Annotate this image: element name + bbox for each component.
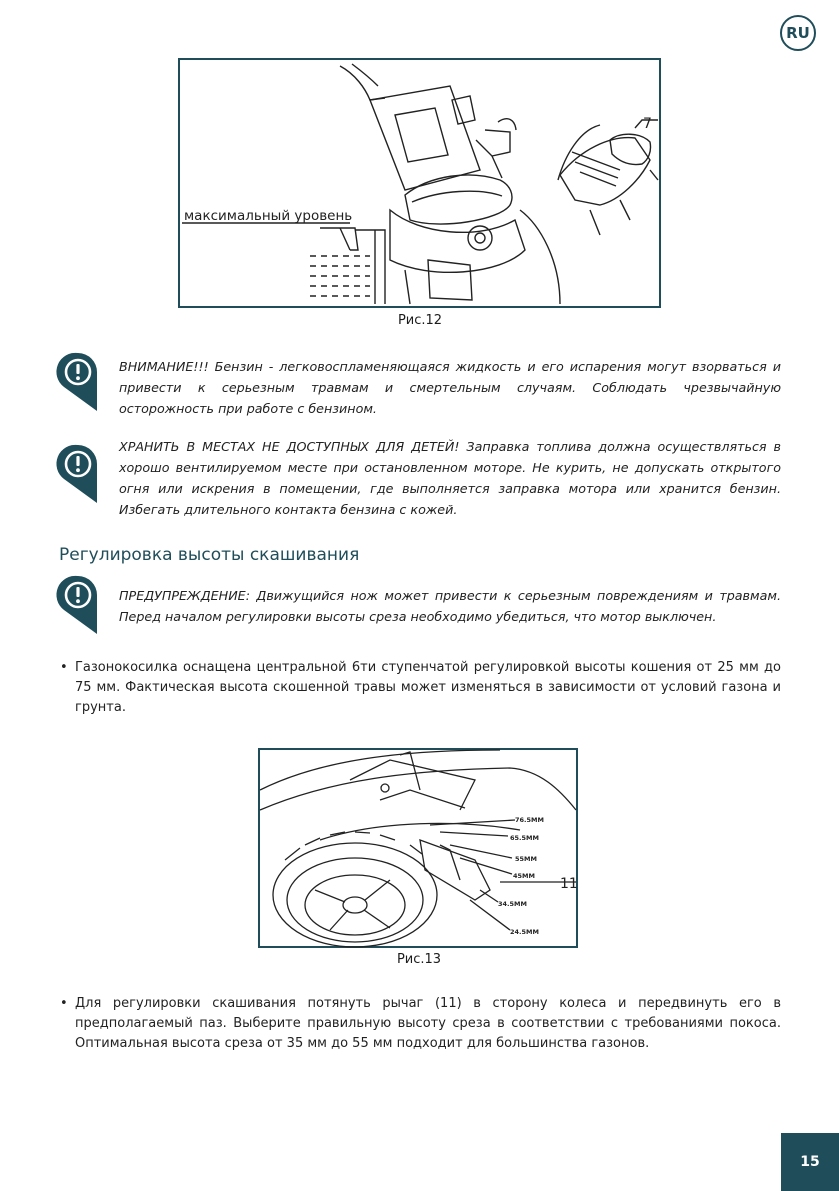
bullet-marker: • xyxy=(60,660,68,675)
warning-icon-1 xyxy=(58,352,98,412)
height-label-4: 45MM xyxy=(513,872,535,880)
height-label-6: 24.5MM xyxy=(510,928,539,936)
figure-12-callout: 7 xyxy=(643,116,652,132)
fuel-refill-illustration xyxy=(180,60,659,306)
page-number: 15 xyxy=(781,1133,839,1191)
height-label-1: 76.5MM xyxy=(515,816,544,824)
height-adjust-illustration xyxy=(260,750,576,946)
height-label-2: 65.5MM xyxy=(510,834,539,842)
exclamation-icon xyxy=(58,575,98,635)
figure-13 xyxy=(258,748,578,948)
bullet-text-1: Газонокосилка оснащена центральной 6ти ступенчатой регулировкой высоты кошения от 25 мм до 75 мм. Фактическая высота скошенной травы может изменяться в зависимости от условий газона и грунта. xyxy=(75,660,781,715)
figure-12 xyxy=(178,58,661,308)
warning-text-2: ХРАНИТЬ В МЕСТАХ НЕ ДОСТУПНЫХ ДЛЯ ДЕТЕЙ! Заправка топлива должна осуществляться в хорошо вентилируемом месте при остановленном моторе. Не курить, не допускать открытого огня или искрения в помещении, где выполняется заправка мотора или хранится бензин. Избегать длительного контакта бензина с кожей. xyxy=(119,439,781,517)
height-label-5: 34.5MM xyxy=(498,900,527,908)
bullet-marker: • xyxy=(60,996,68,1011)
language-badge: RU xyxy=(780,15,816,51)
warning-text-1: ВНИМАНИЕ!!! Бензин - легковоспламеняющаяся жидкость и его испарения могут взорваться и привести к серьезным травмам и смертельным случаям. Соблюдать чрезвычайную осторожность при работе с бензином. xyxy=(119,359,781,416)
height-label-3: 55MM xyxy=(515,855,537,863)
section-warning-text: ПРЕДУПРЕЖДЕНИЕ: Движущийся нож может привести к серьезным повреждениям и травмам. Перед началом регулировки высоты среза необходимо убедиться, что мотор выключен. xyxy=(119,588,781,624)
exclamation-icon xyxy=(58,444,98,504)
bullet-item-2 xyxy=(60,994,781,1054)
figure-13-caption: Рис.13 xyxy=(396,952,442,967)
figure-12-caption: Рис.12 xyxy=(397,313,443,328)
max-level-label: максимальный уровень xyxy=(184,208,353,224)
bullet-text-2: Для регулировки скашивания потянуть рычаг (11) в сторону колеса и передвинуть его в предполагаемый паз. Выберите правильную высоту среза в соответствии с требованиями покоса. Оптимальная высота среза от 35 мм до 55 мм подходит для большинства газонов. xyxy=(75,996,781,1051)
figure-13-callout: 11 xyxy=(560,876,578,892)
warning-icon-3 xyxy=(58,575,98,635)
warning-icon-2 xyxy=(58,444,98,504)
section-title: Регулировка высоты скашивания xyxy=(59,545,360,565)
bullet-item-1 xyxy=(60,658,781,718)
exclamation-icon xyxy=(58,352,98,412)
